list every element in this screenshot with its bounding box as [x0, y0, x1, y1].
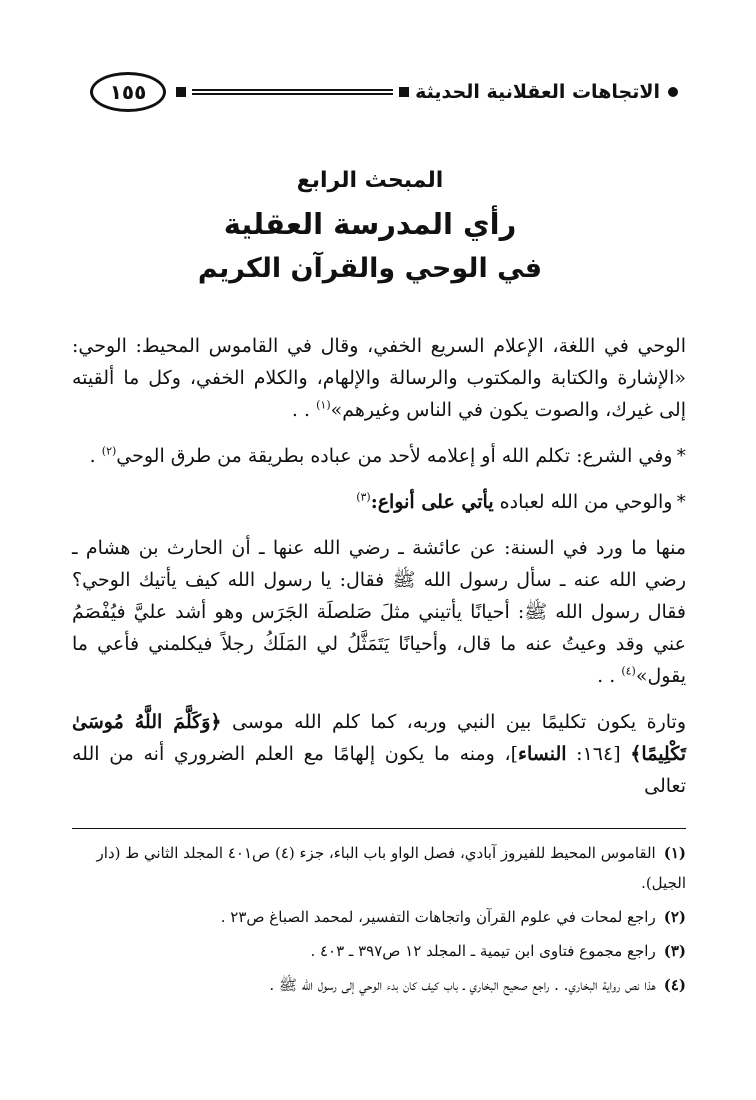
- paragraph-tail: . .: [597, 665, 622, 687]
- page-subtitle: في الوحي والقرآن الكريم: [197, 253, 543, 284]
- header-rule: [192, 89, 393, 95]
- footnote-text: راجع لمحات في علوم القرآن واتجاهات التفسير، لمحمد الصباغ ص٢٣ .: [220, 908, 656, 926]
- bullet-icon: [668, 87, 678, 97]
- footnote-ref: (١): [316, 398, 331, 412]
- paragraph-2: [72, 440, 686, 472]
- paragraph-text: وتارة يكون تكليمًا بين النبي وربه، كما كلم الله موسى: [221, 711, 687, 733]
- footnote-text: راجع مجموع فتاوى ابن تيمية ـ المجلد ١٢ ص٣٩٧ ـ ٤٠٣ .: [310, 942, 656, 960]
- verse-citation: [١٦٤:: [566, 743, 631, 765]
- footnote-ref: (٢): [101, 444, 117, 458]
- footnote-ref: (٣): [356, 490, 371, 504]
- paragraph-tail: . .: [291, 399, 317, 421]
- sura-name: النساء: [518, 743, 567, 765]
- footnote-number: (٢): [663, 908, 686, 926]
- footnote: [72, 970, 686, 1000]
- running-title: الاتجاهات العقلانية الحديثة: [415, 81, 660, 103]
- paragraph-text: منها ما ورد في السنة: عن عائشة ـ رضي الله عنها ـ أن الحارث بن هشام ـ رضي الله عنه ـ سأل رسول الله ﷺ فقال: يا رسول الله كيف يأتيك الوحي؟ فقال رسول الله ﷺ: أحيانًا يأتيني مثلَ صَلصلَة الجَرَس وهو أشد عليَّ فيُفْصَمُ عني وقد وعيتُ عنه ما قال، وأحيانًا يَتَمَثَّلُ لي المَلَكُ رجلاً فيكلمني فأعي ما يقول»: [72, 537, 686, 687]
- paragraph-text: وفي الشرع: تكلم الله أو إعلامه لأحد من عباده بطريقة من طرق الوحي: [116, 445, 673, 467]
- footnote: [72, 936, 686, 966]
- paragraph-5: [72, 706, 686, 802]
- paragraph-4: [72, 532, 686, 692]
- quran-verse: ﴿وَكَلَّمَ اللَّهُ مُوسَىٰ تَكْلِيمًا﴾: [72, 711, 686, 765]
- footnote-text: هذا نص رواية البخاري. . راجع صحيح البخاري ـ باب كيف كان بدء الوحي إلى رسول الله ﷺ .: [269, 976, 656, 994]
- chapter-headings: [160, 168, 580, 284]
- paragraph-text: والوحي من الله لعباده: [493, 491, 673, 513]
- footnote-text: القاموس المحيط للفيروز آبادي، فصل الواو باب الباء، جزء (٤) ص٤٠١ المجلد الثاني ط (دار الجيل).: [96, 844, 686, 892]
- footnote-number: (٣): [663, 942, 686, 960]
- footnote-ref: (٤): [621, 664, 636, 678]
- paragraph-1: [72, 330, 686, 426]
- footnote-number: (٤): [663, 976, 686, 994]
- section-heading: المبحث الرابع: [296, 168, 444, 193]
- paragraph-bold-text: يأتي على أنواع:: [370, 491, 494, 513]
- page-title: رأي المدرسة العقلية: [223, 207, 517, 241]
- paragraph-text: الوحي في اللغة، الإعلام السريع الخفي، وقال في القاموس المحيط: الوحي: «الإشارة والكتابة والمكتوب والرسالة والإلهام، والكلام الخفي، وكل ما ألقيته إلى غيرك، والصوت يكون في الناس وغيرهم»: [72, 335, 686, 421]
- running-header: [90, 66, 678, 118]
- star-bullet-icon: *: [676, 445, 686, 467]
- footnote-number: (١): [663, 844, 686, 862]
- page-number: ١٥٥: [90, 72, 166, 112]
- paragraph-tail: .: [89, 445, 102, 467]
- footnote: [72, 838, 686, 898]
- square-ornament-icon: [176, 87, 186, 97]
- footnotes: [72, 838, 686, 1004]
- square-ornament-icon: [399, 87, 409, 97]
- verse-citation-close: ]: [510, 743, 519, 765]
- paragraph-3: [72, 486, 686, 518]
- footnote-divider: [72, 828, 686, 829]
- star-bullet-icon: *: [676, 491, 686, 513]
- paragraph-text: ، ومنه ما يكون إلهامًا مع العلم الضروري أنه من الله تعالى: [72, 743, 686, 797]
- body-text: [72, 330, 686, 816]
- footnote: [72, 902, 686, 932]
